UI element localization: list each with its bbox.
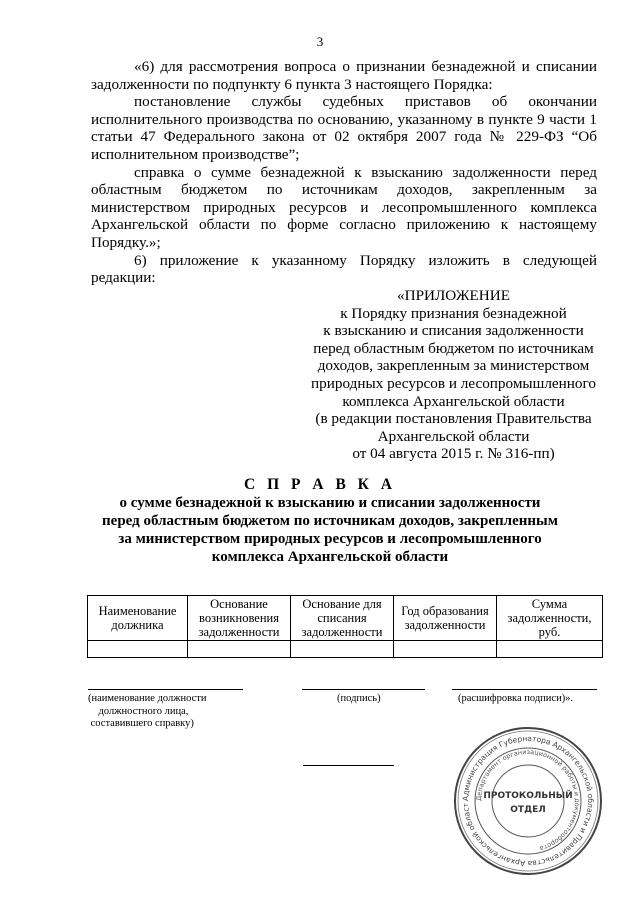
table-cell[interactable]	[394, 641, 497, 658]
stamp-graphic	[452, 725, 604, 877]
appendix-line: природных ресурсов и лесопромышленного	[311, 374, 596, 392]
table-cell[interactable]	[497, 641, 603, 658]
protocol-department-stamp	[452, 725, 604, 877]
appendix-header	[296, 287, 611, 463]
stamp-center-line1: ПРОТОКОЛЬНЫЙ	[483, 791, 573, 801]
appendix-line: к взысканию и списания задолженности	[323, 322, 584, 340]
debt-table	[87, 595, 603, 658]
subtitle-line: комплекса Архангельской области	[211, 549, 449, 565]
appendix-line: от 04 августа 2015 г. № 316-пп)	[352, 445, 555, 463]
appendix-line: к Порядку признания безнадежной	[340, 304, 567, 322]
position-label: (наименование должности должностного лица, составившего справку)	[88, 693, 207, 729]
column-header-debtor: Наименование должника	[88, 596, 188, 641]
stamp-center-line2: ОТДЕЛ	[510, 805, 546, 815]
body-text	[91, 58, 597, 287]
table-row	[88, 641, 603, 658]
signature-label: (подпись)	[337, 693, 381, 704]
appendix-line: комплекса Архангельской области	[342, 392, 565, 410]
table-cell[interactable]	[88, 641, 188, 658]
stamp-inner-ring-text: Департамент организационной работы и документооборота	[474, 747, 582, 853]
paragraph: справка о сумме безнадежной к взысканию задолженности перед областным бюджетом по источникам доходов, закрепленным за министерством природных ресурсов и лесопромышленного комплекса Архангельской области по форме согласно приложению к настоящему Порядку.»;	[91, 163, 597, 251]
paragraph: «6) для рассмотрения вопроса о признании безнадежной и списании задолженности по подпункту 6 пункта 3 настоящего Порядка:	[91, 58, 597, 93]
position-line	[88, 689, 243, 690]
column-header-year: Год образования задолженности	[394, 596, 497, 641]
appendix-title: «ПРИЛОЖЕНИЕ	[397, 287, 510, 304]
appendix-line: (в редакции постановления Правительства	[315, 410, 592, 428]
paragraph: постановление службы судебных приставов об окончании исполнительного производства по основанию, указанному в пункте 9 части 1 статьи 47 Федерального закона от 02 октября 2007 года № 229-ФЗ “Об исполнительном производстве”;	[91, 93, 597, 163]
appendix-line: перед областным бюджетом по источникам	[313, 339, 594, 357]
certificate-title: С П Р А В К А	[244, 476, 396, 493]
subtitle-line: о сумме безнадежной к взысканию и списании задолженности	[119, 495, 541, 511]
appendix-line: доходов, закрепленным за министерством	[317, 357, 590, 375]
signature-line	[302, 689, 425, 690]
column-header-origin-basis: Основание возникновения задолженности	[188, 596, 291, 641]
appendix-line: Архангельской области	[377, 427, 530, 445]
subtitle-line: за министерством природных ресурсов и лесопромышленного	[118, 531, 542, 547]
table-header-row	[88, 596, 603, 641]
decoding-label: (расшифровка подписи)».	[458, 693, 574, 704]
certificate-subtitle	[95, 494, 565, 566]
extra-signature-line	[303, 765, 394, 766]
paragraph: 6) приложение к указанному Порядку изложить в следующей редакции:	[91, 251, 597, 287]
column-header-writeoff-basis: Основание для списания задолженности	[291, 596, 394, 641]
stamp-outer-ring-text: Администрация Губернатора Архангельской области и Правительства Архангельской област	[460, 733, 596, 869]
table-cell[interactable]	[188, 641, 291, 658]
subtitle-line: перед областным бюджетом по источникам доходов, закрепленным	[102, 513, 558, 529]
column-header-amount: Сумма задолженности, руб.	[497, 596, 603, 641]
page-number: 3	[316, 34, 324, 49]
table-cell[interactable]	[291, 641, 394, 658]
decoding-line	[452, 689, 597, 690]
